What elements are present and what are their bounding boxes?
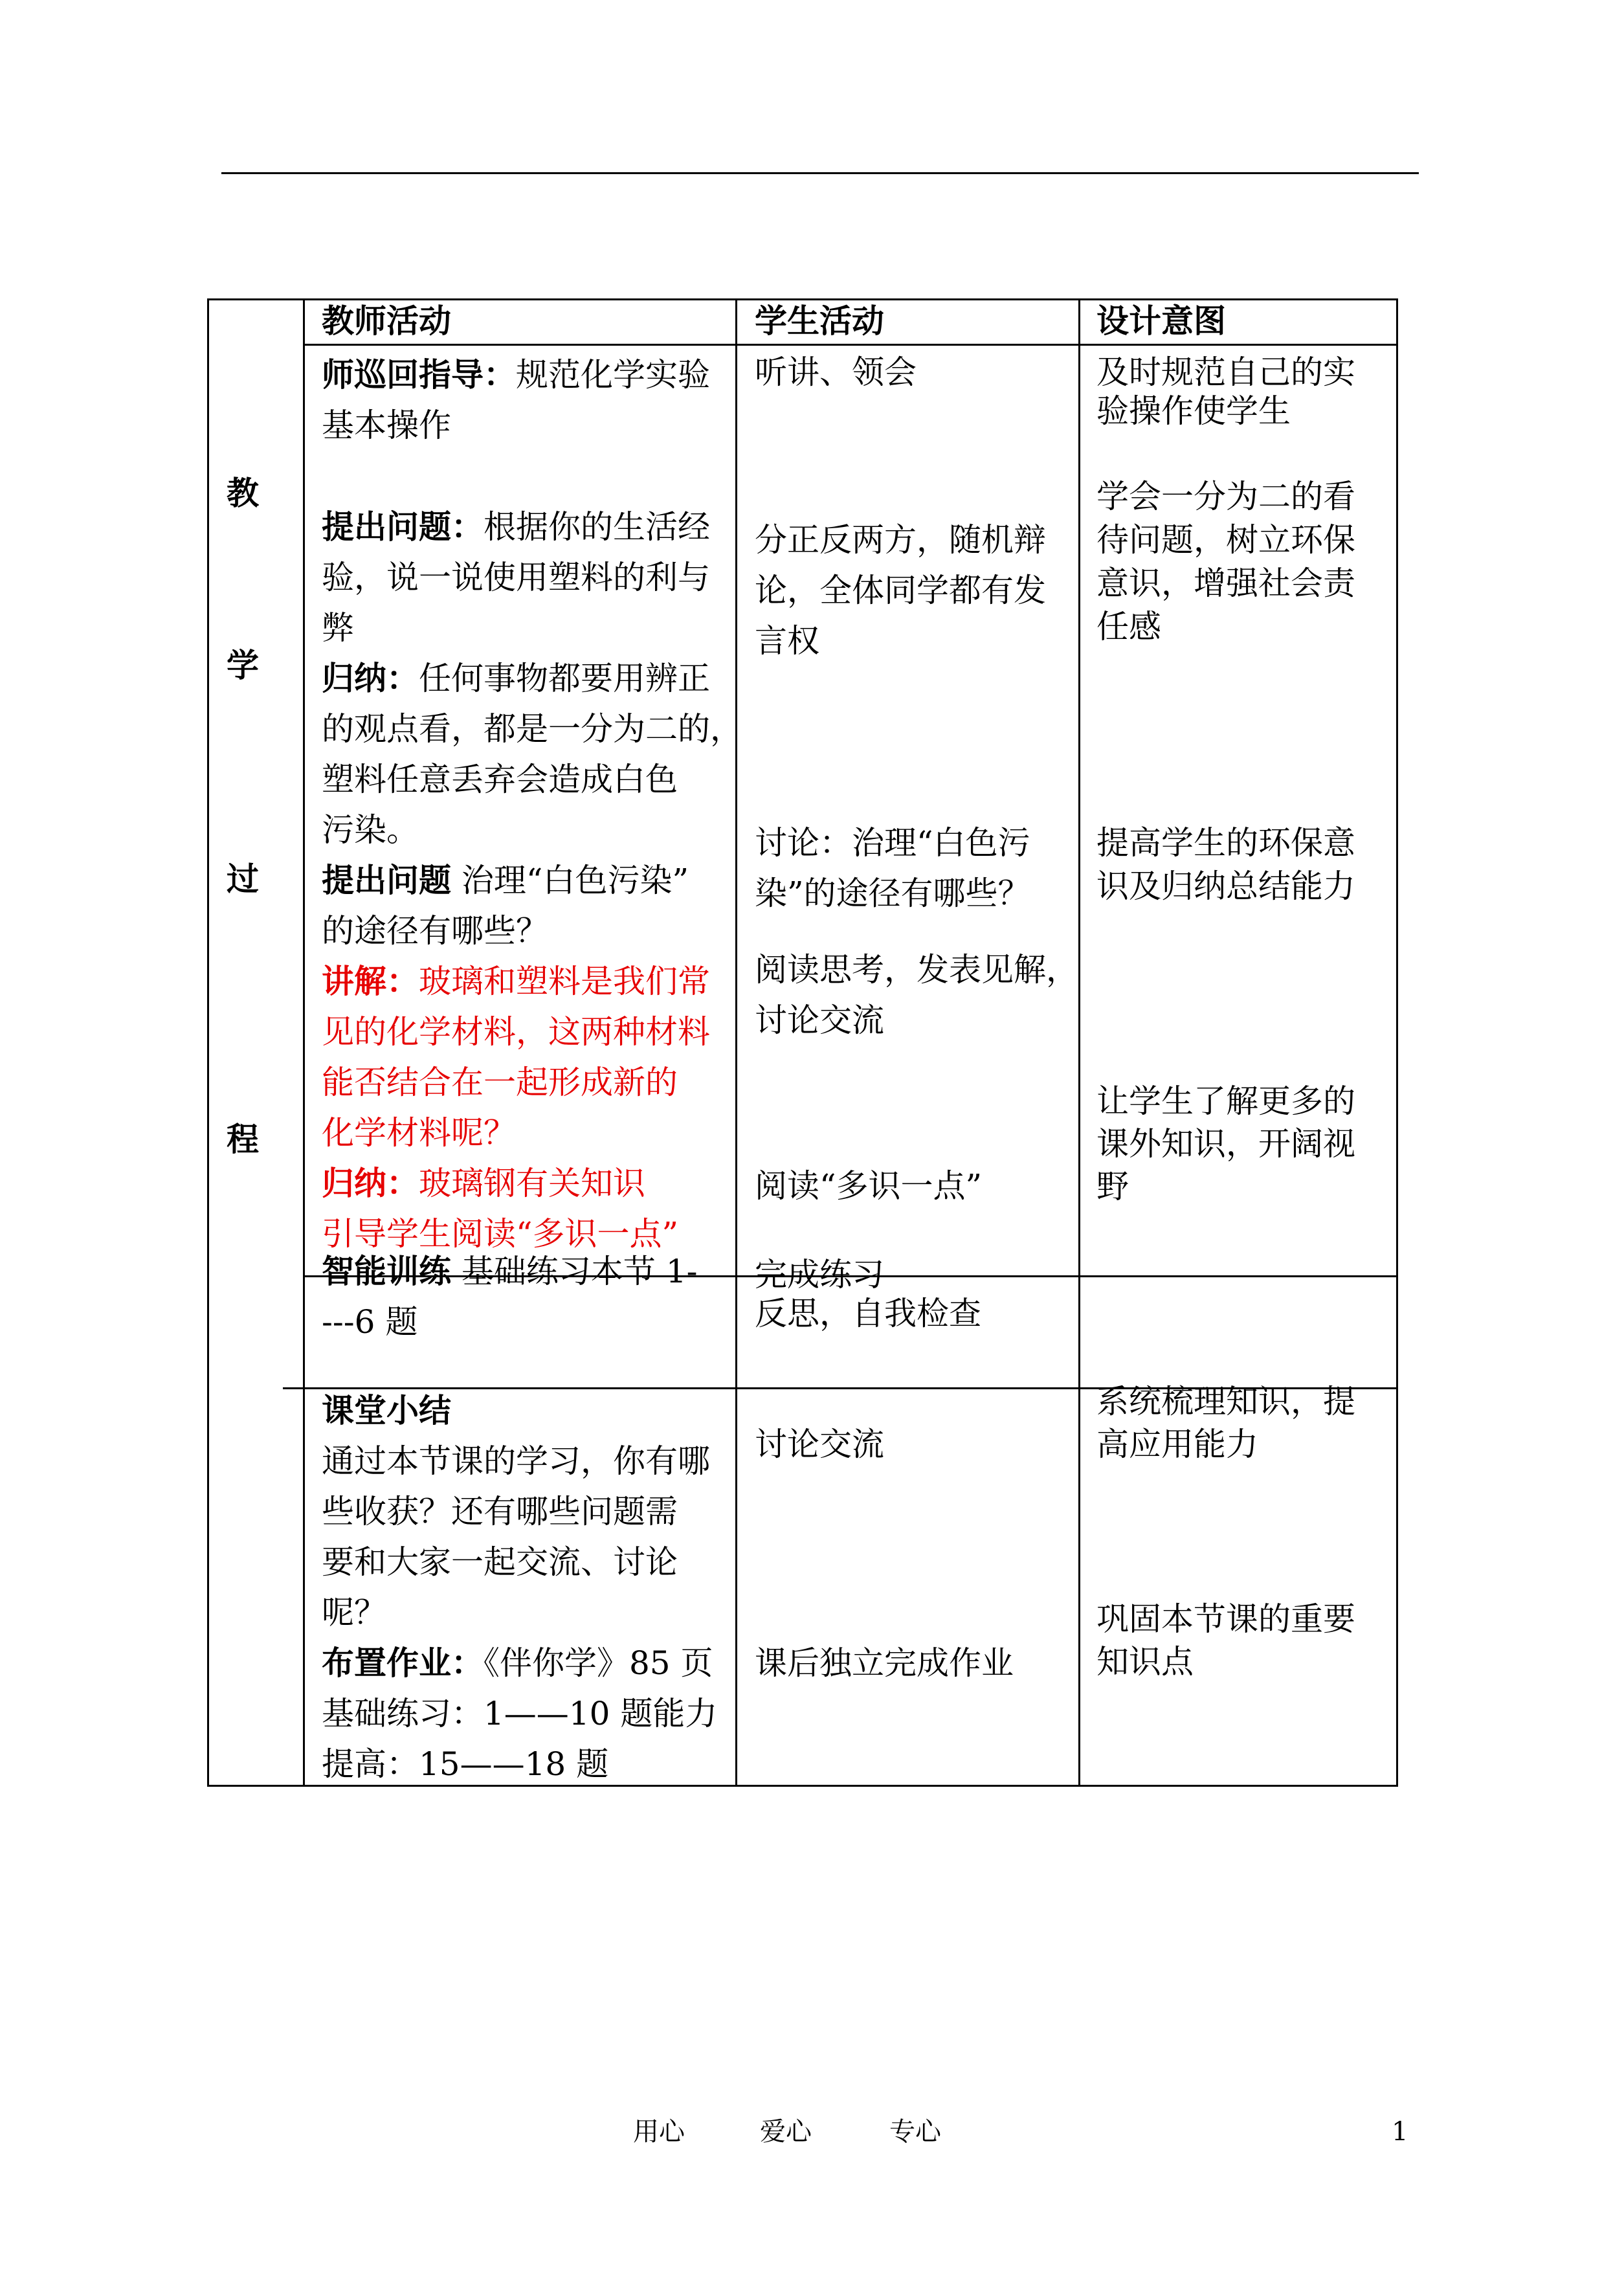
- table-left-border: [207, 298, 209, 1787]
- intent-line: 知识点: [1096, 1643, 1194, 1681]
- intent-line: 识及归纳总结能力: [1096, 867, 1355, 905]
- teacher-line: 塑料任意丢弃会造成白色: [322, 761, 678, 798]
- teacher-line: 见的化学材料，这两种材料: [322, 1013, 710, 1051]
- teacher-line: 能否结合在一起形成新的: [322, 1064, 678, 1101]
- intent-line: 课外知识，开阔视: [1096, 1125, 1355, 1163]
- side-label-char: 学: [227, 646, 259, 684]
- intent-line: 高应用能力: [1096, 1426, 1258, 1463]
- teacher-line: [322, 1158, 645, 1209]
- student-column-border: [735, 298, 737, 1787]
- teacher-column-border: [303, 298, 305, 1787]
- student-line: 言权: [755, 622, 819, 660]
- student-line: 论，全体同学都有发: [755, 572, 1046, 609]
- teacher-line: 的观点看，都是一分为二的，: [322, 710, 742, 748]
- teacher-line: 基本操作: [322, 407, 451, 444]
- teacher-line: 通过本节课的学习，你有哪: [322, 1442, 710, 1480]
- teacher-line: 的途径有哪些？: [322, 912, 548, 950]
- teacher-line: 污染。: [322, 811, 419, 849]
- side-label-char: 过: [227, 860, 259, 898]
- student-line: 染”的途径有哪些？: [755, 875, 1030, 912]
- training-text: 基础练习本节 1-: [451, 1253, 698, 1290]
- teacher-line: 要和大家一起交流、讨论: [322, 1543, 678, 1581]
- student-line: 听讲、领会: [755, 353, 917, 391]
- intent-line: 及时规范自己的实: [1096, 353, 1355, 391]
- footer-right-text: 专心: [889, 2117, 941, 2147]
- intent-column-border: [1078, 298, 1080, 1787]
- teacher-line: 提高：15——18 题: [322, 1745, 609, 1783]
- intent-line: 验操作使学生: [1096, 392, 1291, 430]
- intent-line: 学会一分为二的看: [1096, 478, 1355, 515]
- question-label: 提出问题: [322, 861, 451, 899]
- header-student-activity: 学生活动: [755, 302, 884, 340]
- summary-label: 归纳：: [322, 1164, 419, 1202]
- teacher-line: 些收获？还有哪些问题需: [322, 1493, 678, 1530]
- header-design-intent: 设计意图: [1096, 302, 1226, 340]
- teacher-line: 化学材料呢？: [322, 1114, 516, 1152]
- teacher-line: 引导学生阅读“多识一点”: [322, 1215, 679, 1253]
- class-summary-heading: 课堂小结: [322, 1391, 451, 1429]
- training-label: 智能训练: [322, 1252, 451, 1290]
- student-line: 完成练习: [755, 1256, 884, 1293]
- intent-line: 野: [1096, 1168, 1129, 1205]
- teacher-line: 呢？: [322, 1594, 386, 1631]
- student-line: 阅读思考，发表见解，: [755, 951, 1078, 989]
- footer-left-text: 用心: [633, 2117, 685, 2147]
- intent-line: 让学生了解更多的: [1096, 1082, 1355, 1120]
- table-right-border: [1396, 298, 1398, 1787]
- teacher-line: 弊: [322, 609, 354, 647]
- intent-line: 任感: [1096, 608, 1161, 645]
- summary-text: 任何事物都要用辨正: [419, 660, 710, 697]
- student-line: 阅读“多识一点”: [755, 1167, 983, 1205]
- student-line: 讨论交流: [755, 1426, 884, 1463]
- footer-middle-text: 爱心: [760, 2117, 812, 2147]
- guide-label: 师巡回指导：: [322, 355, 516, 394]
- teacher-line: [322, 1246, 698, 1297]
- question-text: 治理“白色污染”: [451, 862, 689, 899]
- teacher-line: [322, 855, 689, 906]
- explain-label: 讲解：: [322, 962, 419, 1000]
- student-line: 分正反两方，随机辩: [755, 521, 1046, 559]
- page-number: 1: [1392, 2117, 1408, 2147]
- summary-label: 归纳：: [322, 659, 419, 697]
- student-line: 反思，自我检查: [755, 1295, 981, 1332]
- homework-label: 布置作业：: [322, 1644, 484, 1682]
- teacher-line: [322, 350, 710, 400]
- intent-line: 待问题，树立环保: [1096, 521, 1355, 559]
- side-label-char: 程: [227, 1120, 259, 1158]
- teacher-line: [322, 1638, 713, 1688]
- explain-text: 玻璃和塑料是我们常: [419, 963, 710, 1000]
- student-line: 讨论：治理“白色污: [755, 824, 1030, 862]
- intent-line: 意识，增强社会责: [1096, 565, 1355, 602]
- student-line: 课后独立完成作业: [755, 1644, 1014, 1682]
- teacher-line: 验，说一说使用塑料的利与: [322, 559, 710, 596]
- intent-line: 提高学生的环保意: [1096, 824, 1355, 862]
- summary-text: 玻璃钢有关知识: [419, 1165, 645, 1202]
- guide-text: 规范化学实验: [516, 356, 710, 394]
- teacher-line: [322, 956, 710, 1007]
- teacher-line: [322, 653, 710, 704]
- student-line: 讨论交流: [755, 1001, 884, 1039]
- teacher-line: [322, 502, 710, 552]
- header-teacher-activity: 教师活动: [322, 302, 451, 340]
- intent-line: 巩固本节课的重要: [1096, 1600, 1355, 1638]
- question-label: 提出问题：: [322, 508, 484, 546]
- teacher-line: ---6 题: [322, 1303, 418, 1341]
- teacher-line: 基础练习：1——10 题能力: [322, 1695, 718, 1732]
- question-text: 根据你的生活经: [484, 508, 710, 546]
- intent-line: 系统梳理知识，提: [1096, 1383, 1355, 1420]
- homework-text: 《伴你学》85 页: [484, 1644, 713, 1682]
- side-label-char: 教: [227, 474, 259, 512]
